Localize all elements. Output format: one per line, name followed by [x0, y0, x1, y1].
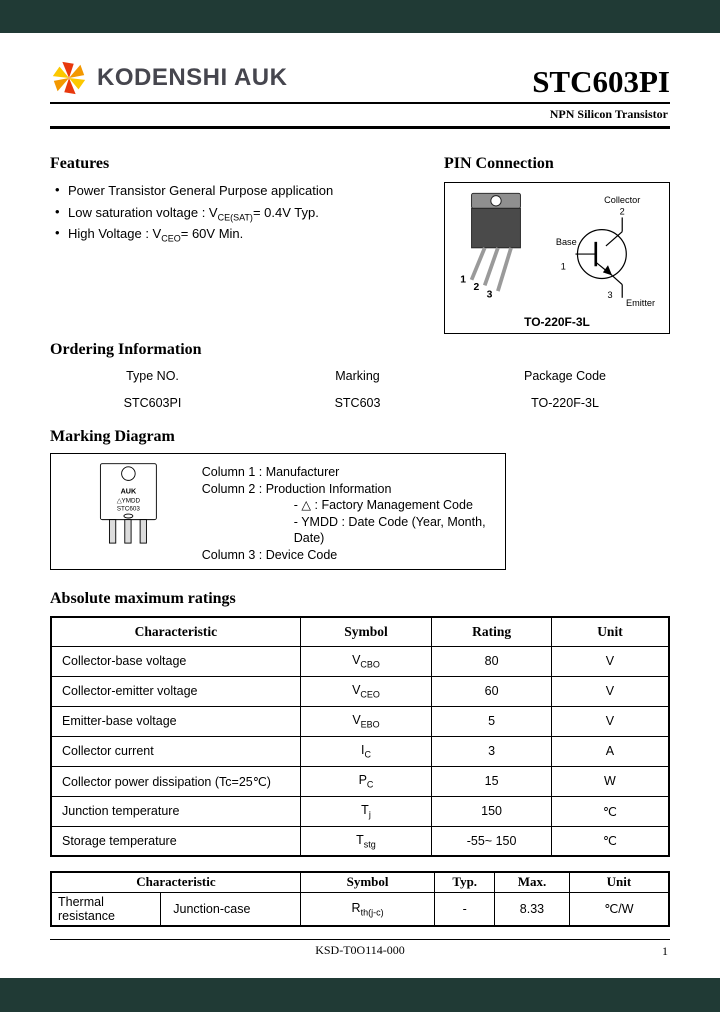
typ-cell: -: [435, 892, 495, 926]
abs-max-table: [50, 616, 670, 857]
characteristic-cell: Junction temperature: [51, 796, 300, 826]
rating-cell: 150: [432, 796, 552, 826]
collector-pin-number: 2: [619, 206, 625, 217]
max-cell: 8.33: [495, 892, 570, 926]
header: [50, 33, 670, 97]
pin3-number: 3: [486, 289, 493, 301]
col-header-max: Max.: [495, 872, 570, 892]
marking-line-manufacturer: AUK: [120, 486, 137, 496]
col-header-rating: Rating: [432, 617, 552, 646]
to220-package-drawing: [449, 187, 543, 303]
ordering-marking-value: STC603: [334, 396, 381, 410]
package-name-label: TO-220F-3L: [524, 315, 590, 329]
characteristic-group-cell: Thermal resistance: [51, 892, 161, 926]
page-footer: [50, 939, 670, 958]
datasheet-page: [0, 33, 720, 978]
unit-cell: ℃/W: [569, 892, 669, 926]
characteristic-cell: Emitter-base voltage: [51, 706, 300, 736]
ordering-package-value: TO-220F-3L: [531, 396, 599, 410]
table-row: [51, 766, 669, 796]
legend-line: Column 2 : Production Information: [201, 481, 392, 496]
abs-max-heading: Absolute maximum ratings: [50, 590, 236, 607]
legend-line: - YMDD : Date Code (Year, Month, Date): [293, 514, 486, 545]
table-header-row: [51, 872, 669, 892]
pin2-number: 2: [473, 282, 480, 294]
feature-item: • Power Transistor General Purpose application: [54, 183, 670, 201]
thermal-section: [50, 871, 670, 927]
ordering-heading: Ordering Information: [50, 341, 202, 358]
symbol-cell: $V_{CBO}$: [300, 646, 432, 676]
characteristic-cell: Collector current: [51, 736, 300, 766]
ordering-col-header: Type NO.: [126, 369, 179, 383]
col-header-characteristic: Characteristic: [51, 872, 300, 892]
table-header-row: [51, 617, 669, 646]
symbol-cell: $R_{th(j-c)}$: [300, 892, 434, 926]
rating-cell: 15: [432, 766, 552, 796]
col-header-unit: Unit: [569, 872, 669, 892]
pin-connection-box: [444, 182, 670, 334]
collector-label: Collector: [604, 195, 641, 206]
features-heading: Features: [50, 155, 110, 172]
marking-heading: Marking Diagram: [50, 428, 175, 445]
col-header-unit: Unit: [551, 617, 669, 646]
base-label: Base: [555, 236, 577, 247]
thermal-table: [50, 871, 670, 927]
symbol-cell: $I_C$: [300, 736, 432, 766]
symbol-cell: $V_{EBO}$: [300, 706, 432, 736]
pin1-number: 1: [460, 274, 467, 286]
features-pin-row: [50, 155, 670, 327]
feature-item: • High Voltage : $V_{CEO}= 60V$ Min.: [54, 226, 670, 244]
rating-cell: -55~ 150: [432, 826, 552, 856]
table-row: [51, 646, 669, 676]
marking-line-device: STC603: [116, 505, 140, 513]
legend-line: Column 3 : Device Code: [201, 547, 338, 562]
col-header-characteristic: Characteristic: [51, 617, 300, 646]
col-header-symbol: Symbol: [300, 872, 434, 892]
symbol-cell: $V_{CEO}$: [300, 676, 432, 706]
unit-cell: V: [551, 646, 669, 676]
symbol-cell: $P_C$: [300, 766, 432, 796]
brand: [50, 59, 287, 97]
unit-cell: ℃: [551, 826, 669, 856]
symbol-cell: $T_j$: [300, 796, 432, 826]
pin-connection-section: [444, 155, 670, 334]
rating-cell: 60: [432, 676, 552, 706]
ordering-table: [50, 369, 670, 410]
characteristic-cell: Junction-case: [161, 892, 301, 926]
header-rule-bottom: [50, 126, 670, 129]
characteristic-cell: Collector-emitter voltage: [51, 676, 300, 706]
feature-item: • Low saturation voltage : $V_{CE(SAT)}= 0.4V$ Typ.: [54, 205, 670, 223]
legend-line: - △ : Factory Management Code: [293, 498, 473, 512]
col-header-typ: Typ.: [435, 872, 495, 892]
col-header-symbol: Symbol: [300, 617, 432, 646]
ordering-col-header: Package Code: [523, 369, 606, 383]
symbol-cell: $T_{stg}$: [300, 826, 432, 856]
document-code: KSD-T0O114-000: [315, 943, 405, 957]
page-subtitle: NPN Silicon Transistor: [549, 107, 668, 121]
unit-cell: V: [551, 676, 669, 706]
table-row: [51, 892, 669, 926]
legend-line: Column 1 : Manufacturer: [201, 465, 340, 479]
emitter-pin-number: 3: [607, 289, 613, 300]
page-number: 1: [662, 944, 668, 958]
emitter-label: Emitter: [626, 297, 656, 308]
table-row: [51, 796, 669, 826]
rating-cell: 5: [432, 706, 552, 736]
marking-section: [50, 428, 670, 570]
marking-box: [50, 453, 506, 570]
marking-line-production: △YMDD: [116, 497, 141, 505]
table-row: [51, 736, 669, 766]
rating-cell: 80: [432, 646, 552, 676]
unit-cell: ℃: [551, 796, 669, 826]
ordering-type-value: STC603PI: [123, 396, 182, 410]
transistor-symbol-diagram: [549, 191, 669, 311]
characteristic-cell: Collector power dissipation (Tc=25℃): [51, 766, 300, 796]
base-pin-number: 1: [560, 261, 566, 272]
page-title: STC603PI: [532, 64, 670, 99]
marked-package-drawing: [95, 460, 162, 554]
unit-cell: A: [551, 736, 669, 766]
table-row: [51, 706, 669, 736]
characteristic-cell: Storage temperature: [51, 826, 300, 856]
table-row: [51, 676, 669, 706]
rating-cell: 3: [432, 736, 552, 766]
ordering-section: [50, 341, 670, 410]
unit-cell: V: [551, 706, 669, 736]
brand-name: KODENSHI AUK: [97, 64, 288, 91]
marking-legend: [202, 460, 505, 563]
unit-cell: W: [551, 766, 669, 796]
kodenshi-logo-icon: [50, 59, 88, 97]
table-row: [51, 826, 669, 856]
pin-connection-heading: PIN Connection: [444, 155, 554, 172]
characteristic-cell: Collector-base voltage: [51, 646, 300, 676]
ordering-col-header: Marking: [335, 369, 380, 383]
abs-max-section: [50, 590, 670, 857]
